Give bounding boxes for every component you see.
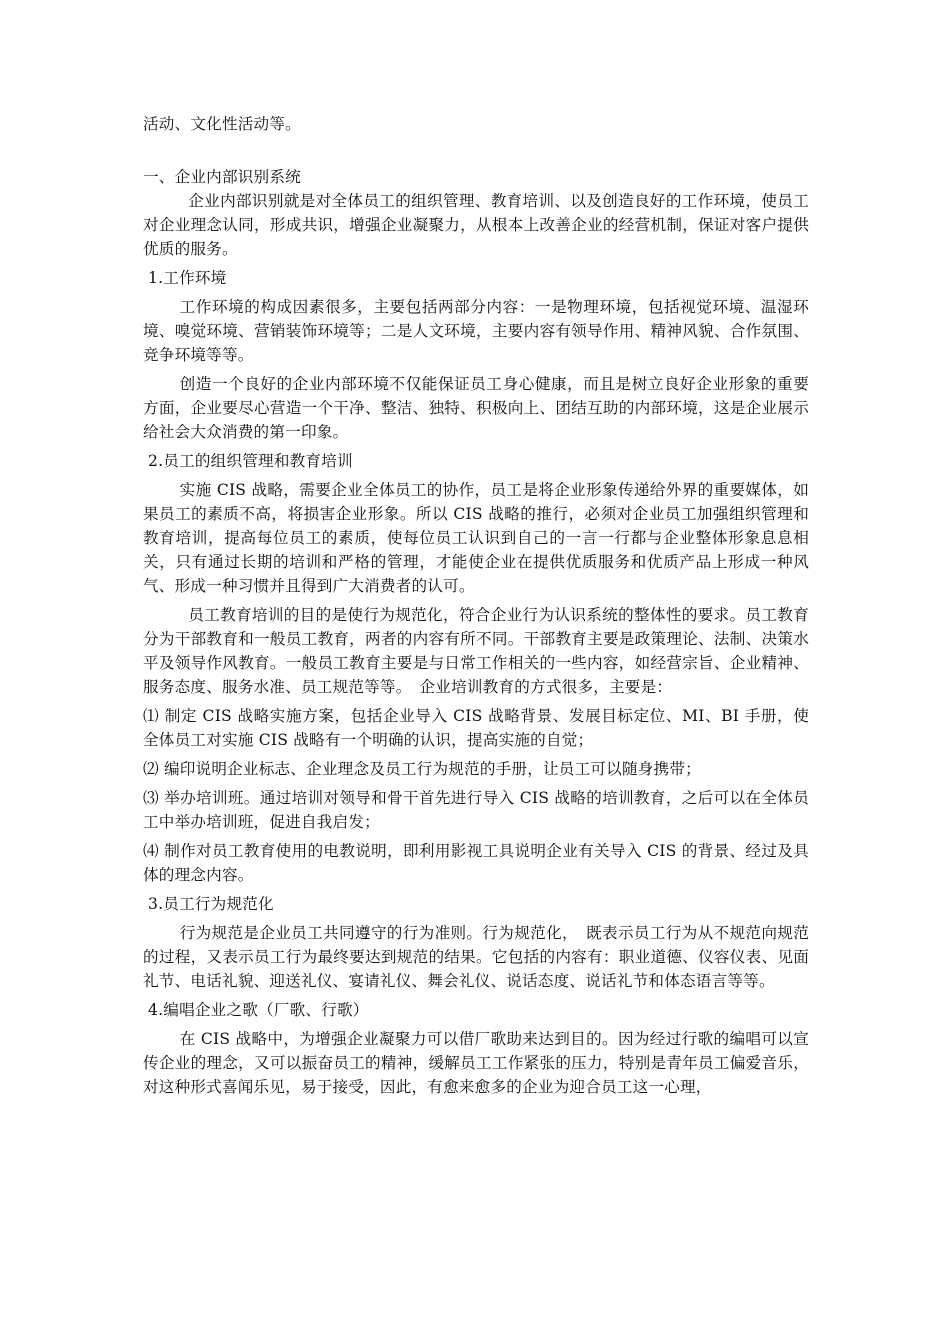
intro-paragraph: 活动、文化性活动等。 — [143, 115, 301, 133]
paragraph-work-environment-1: 工作环境的构成因素很多，主要包括两部分内容：一是物理环境，包括视觉环境、温湿环境、嗅觉环境、营销装饰环境等；二是人文环境，主要内容有领导作用、精神风貌、合作氛围、竞争环境等等。 — [143, 298, 809, 364]
paragraph-staff-training-2: 员工教育培训的目的是使行为规范化，符合企业行为认识系统的整体性的要求。员工教育分为干部教育和一般员工教育，两者的内容有所不同。干部教育主要是政策理论、法制、决策水平及领导作风教育。一般员工教育主要是与日常工作相关的一些内容，如经营宗旨、企业精神、服务态度、服务水准、员工规范等等。 企业培训教育的方式很多，主要是： — [143, 606, 809, 696]
section-paragraph-internal-identity: 企业内部识别就是对全体员工的组织管理、教育培训、以及创造良好的工作环境，使员工对企业理念认同，形成共识，增强企业凝聚力，从根本上改善企业的经营机制，保证对客户提供优质的服务。 — [143, 192, 809, 258]
paragraph-behavior-norms: 行为规范是企业员工共同遵守的行为准则。行为规范化， 既表示员工行为从不规范向规范的过程，又表示员工行为最终要达到规范的结果。它包括的内容有：职业道德、仪容仪表、见面礼节、电话礼貌、迎送礼仪、宴请礼仪、舞会礼仪、说话态度、说话礼节和体态语言等等。 — [143, 924, 809, 990]
subsection-title-staff-training: 2.员工的组织管理和教育培训 — [148, 452, 353, 470]
subsection-title-work-environment: 1.工作环境 — [148, 269, 227, 287]
document-page — [143, 112, 809, 1104]
list-item: ⑷ 制作对员工教育使用的电教说明，即利用影视工具说明企业有关导入 CIS 的背景、经过及具体的理念内容。 — [143, 842, 809, 884]
subsection-title-company-song: 4.编唱企业之歌（厂歌、行歌） — [148, 1001, 369, 1019]
paragraph-work-environment-2: 创造一个良好的企业内部环境不仅能保证员工身心健康，而且是树立良好企业形象的重要方面，企业要尽心营造一个干净、整洁、独特、积极向上、团结互助的内部环境，这是企业展示给社会大众消费的第一印象。 — [143, 375, 809, 441]
list-item: ⑵ 编印说明企业标志、企业理念及员工行为规范的手册，让员工可以随身携带； — [143, 760, 701, 778]
paragraph-staff-training-1: 实施 CIS 战略，需要企业全体员工的协作，员工是将企业形象传递给外界的重要媒体，如果员工的素质不高，将损害企业形象。所以 CIS 战略的推行，必须对企业员工加强组织管理和教育培训，提高每位员工的素质，使每位员工认识到自己的一言一行都与企业整体形象息息相关，只有通过长期的培训和严格的管理，才能使企业在提供优质服务和优质产品上形成一种风气、形成一种习惯并且得到广大消费者的认可。 — [143, 481, 809, 595]
subsection-title-behavior-norms: 3.员工行为规范化 — [148, 895, 274, 913]
list-item: ⑶ 举办培训班。通过培训对领导和骨干首先进行导入 CIS 战略的培训教育，之后可以在全体员工中举办培训班，促进自我启发； — [143, 789, 809, 831]
section-title-internal-identity: 一、企业内部识别系统 — [143, 168, 301, 186]
list-item: ⑴ 制定 CIS 战略实施方案，包括企业导入 CIS 战略背景、发展目标定位、MI、BI 手册，使全体员工对实施 CIS 战略有一个明确的认识，提高实施的自觉； — [143, 707, 809, 749]
paragraph-company-song: 在 CIS 战略中，为增强企业凝聚力可以借厂歌助来达到目的。因为经过行歌的编唱可以宣传企业的理念，又可以振奋员工的精神，缓解员工工作紧张的压力，特别是青年员工偏爱音乐，对这种形式喜闻乐见，易于接受，因此，有愈来愈多的企业为迎合员工这一心理， — [143, 1030, 809, 1096]
